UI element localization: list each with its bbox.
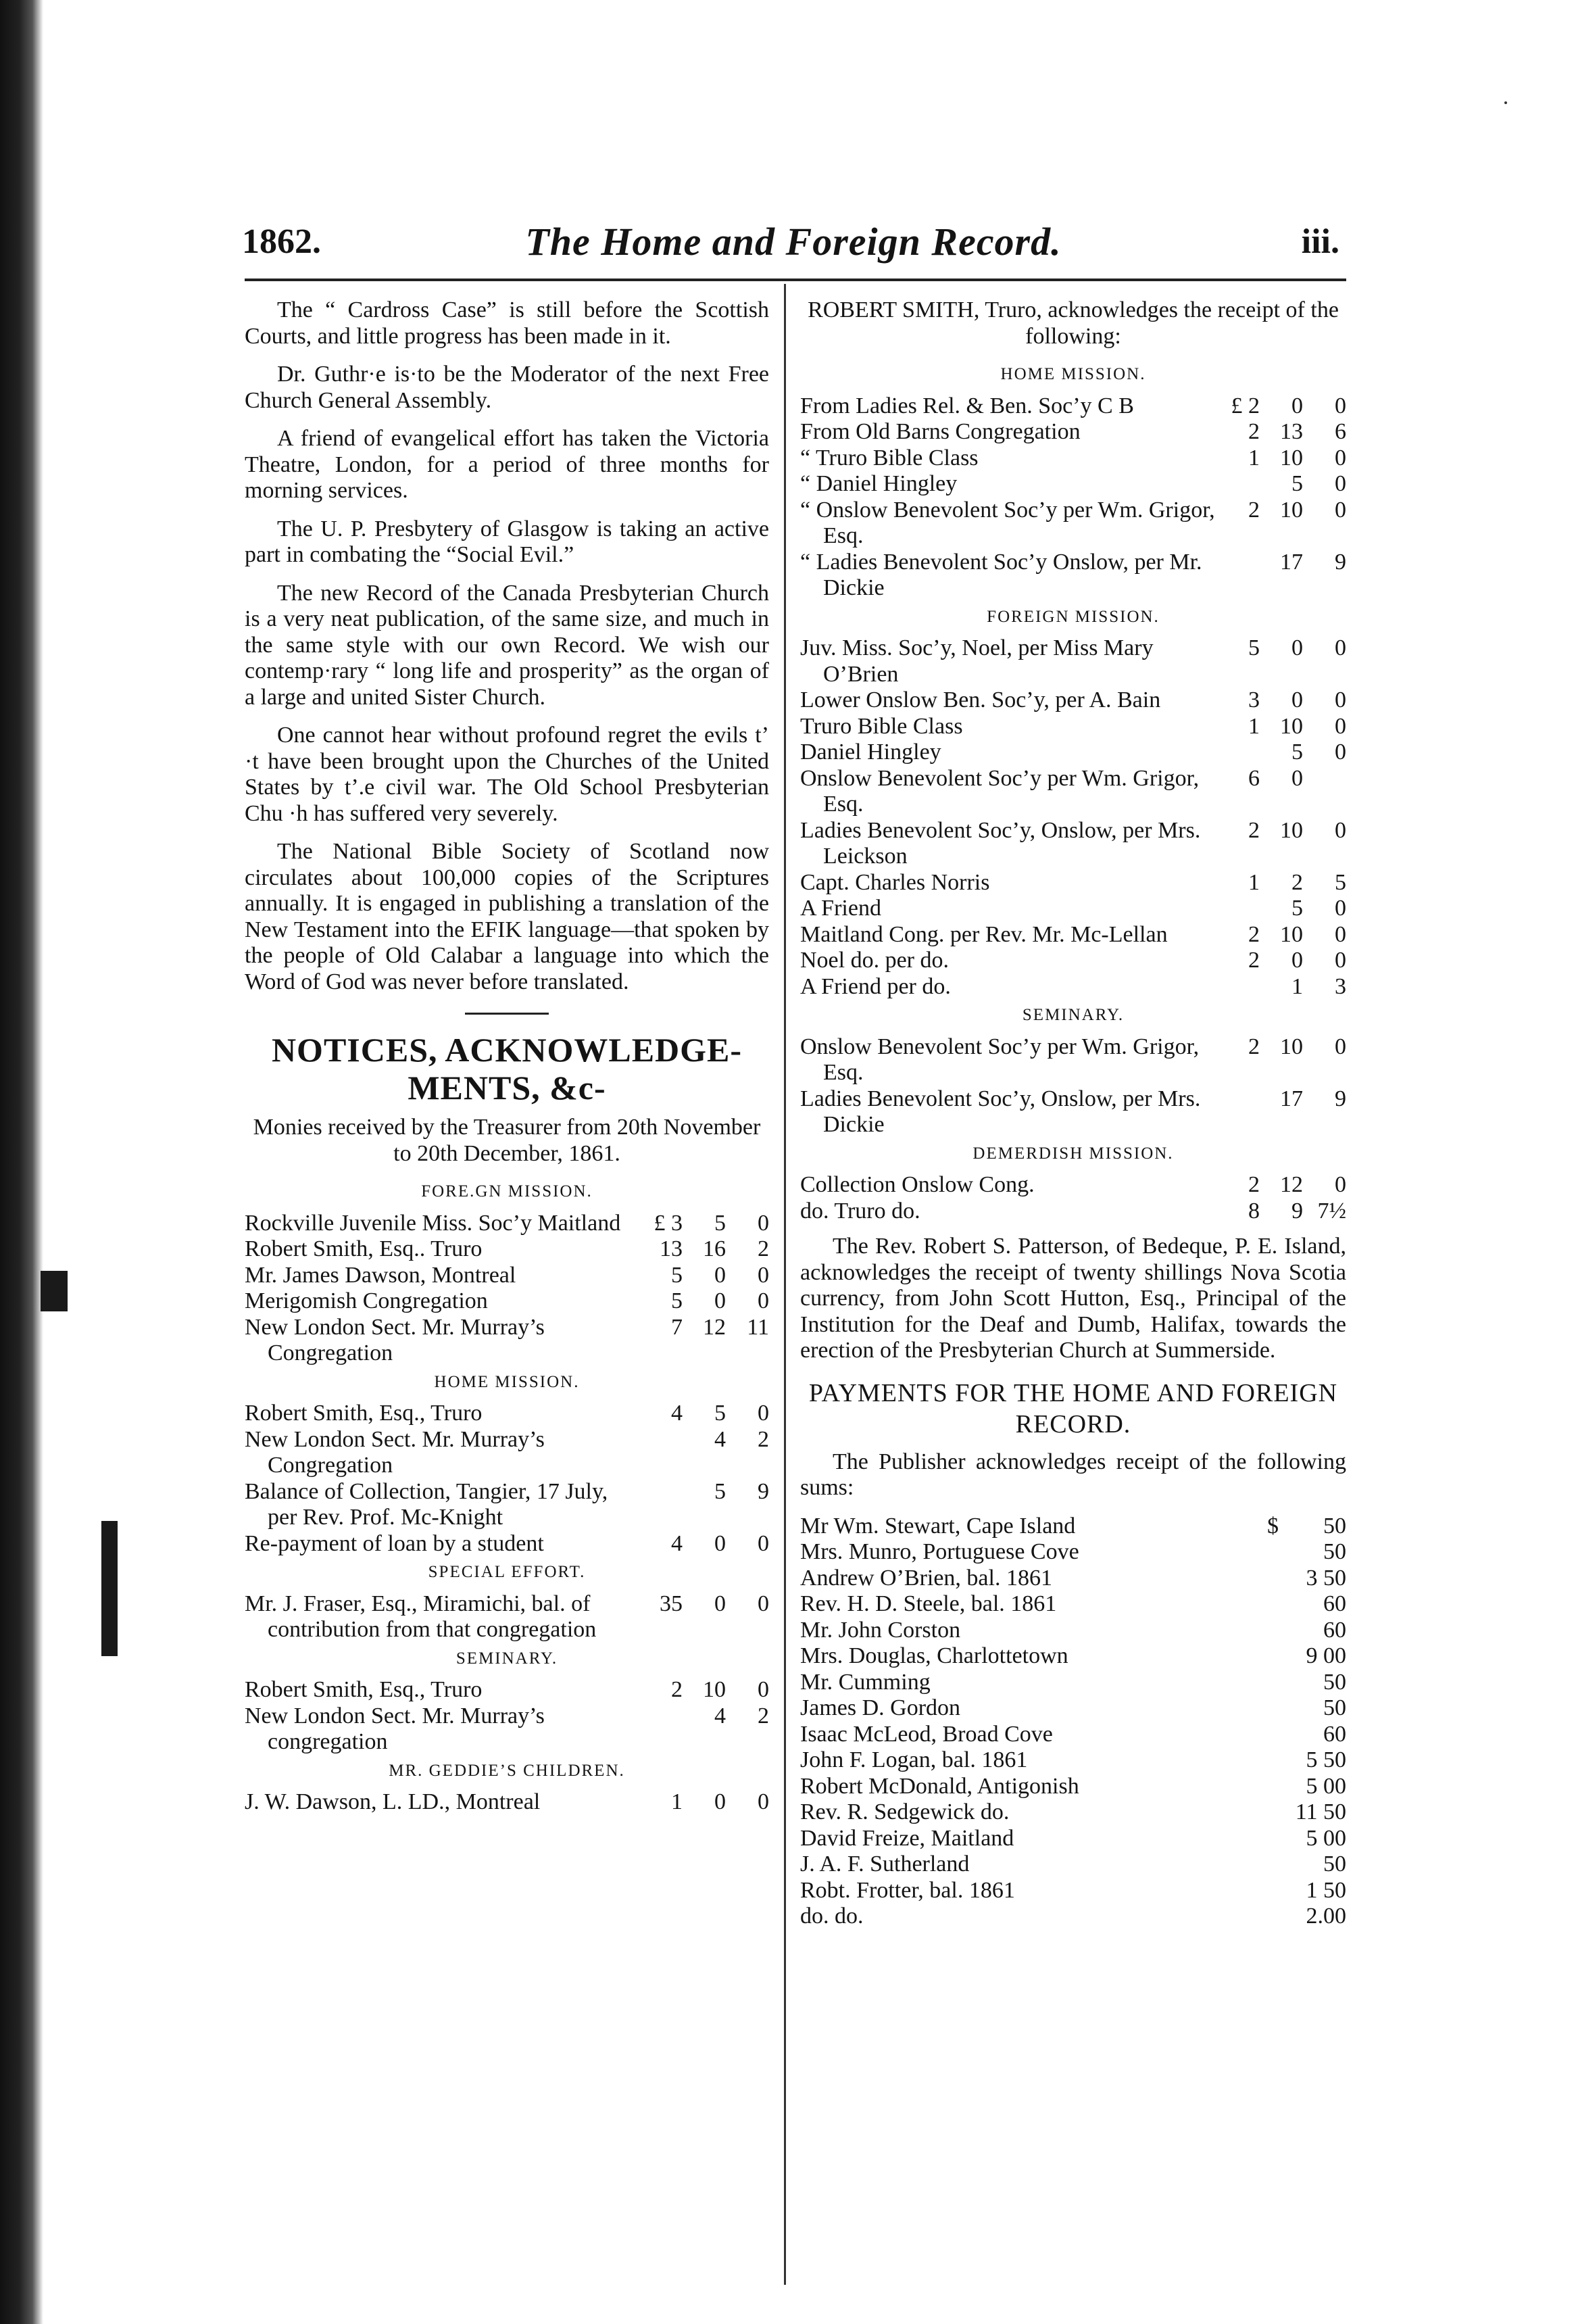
ledger-pence: 0 bbox=[758, 1288, 769, 1313]
ledger-row bbox=[800, 870, 1346, 896]
payment-name: David Freize, Maitland bbox=[800, 1825, 1014, 1851]
ledger-shillings: 10 bbox=[703, 1677, 726, 1702]
ledger-donor: Onslow Benevolent Soc’y per Wm. Grigor, Esq. bbox=[800, 1034, 1200, 1085]
ledger-pounds: 5 bbox=[1248, 635, 1260, 660]
ledger-shillings: 10 bbox=[1280, 445, 1303, 470]
ledger-donor: J. W. Dawson, L. LD., Montreal bbox=[245, 1789, 541, 1814]
payment-amount: 3 50 bbox=[1306, 1565, 1346, 1591]
ledger-pence: 0 bbox=[758, 1530, 769, 1556]
ledger-row bbox=[800, 1172, 1346, 1199]
header-page-number: iii. bbox=[1301, 222, 1339, 261]
ledger-pence: 5 bbox=[1335, 869, 1346, 895]
payment-amount: 60 bbox=[1323, 1617, 1346, 1643]
payment-amount: 5 00 bbox=[1306, 1773, 1346, 1799]
ledger-shillings: 5 bbox=[1291, 740, 1303, 765]
payment-row bbox=[800, 1514, 1346, 1540]
payment-name: Isaac McLeod, Broad Cove bbox=[800, 1721, 1053, 1747]
notices-heading: NOTICES, ACKNOWLEDGE-MENTS, &c- bbox=[271, 1031, 743, 1107]
ledger-pounds bbox=[1216, 974, 1260, 1000]
ledger-pounds: 13 bbox=[660, 1236, 683, 1261]
payment-currency bbox=[1222, 1618, 1279, 1644]
payment-currency bbox=[1222, 1643, 1279, 1670]
payment-amount: 1 50 bbox=[1306, 1877, 1346, 1903]
payment-name: J. A. F. Sutherland bbox=[800, 1851, 970, 1877]
ledger-pence: 0 bbox=[1335, 471, 1346, 496]
ledger-donor: Rockville Juvenile Miss. Soc’y Maitland bbox=[245, 1210, 621, 1236]
column-divider bbox=[784, 284, 786, 2285]
payment-name: do. do. bbox=[800, 1904, 864, 1929]
ledger-shillings: 2 bbox=[1291, 869, 1303, 895]
ledger-row bbox=[800, 766, 1346, 818]
ledger-donor: Ladies Benevolent Soc’y, Onslow, per Mrs. Dickie bbox=[800, 1086, 1201, 1137]
ledger-row bbox=[800, 471, 1346, 498]
ledger-pounds: 3 bbox=[1248, 687, 1260, 712]
ledger-pence: 9 bbox=[758, 1478, 769, 1504]
payment-name: Robert McDonald, Antigonish bbox=[800, 1773, 1079, 1799]
ledger-pounds: £ 3 bbox=[654, 1210, 683, 1236]
ledger-row bbox=[800, 1086, 1346, 1138]
ledger-donor: do. Truro do. bbox=[800, 1198, 920, 1224]
ledger-row bbox=[245, 1211, 769, 1237]
payment-row bbox=[800, 1539, 1346, 1566]
payment-currency: $ bbox=[1267, 1513, 1279, 1539]
ledger-pence: 0 bbox=[1335, 817, 1346, 843]
ledger-pounds: 1 bbox=[1248, 713, 1260, 739]
ledger-row bbox=[245, 1531, 769, 1557]
ledger-pounds: 4 bbox=[671, 1401, 683, 1426]
ledger-pounds: 2 bbox=[1248, 497, 1260, 523]
payment-currency bbox=[1222, 1878, 1279, 1904]
ledger-pounds: 35 bbox=[660, 1591, 683, 1616]
section-heading: HOME MISSION. bbox=[434, 1372, 580, 1391]
ledger-shillings: 0 bbox=[1291, 765, 1303, 791]
payment-currency bbox=[1222, 1799, 1279, 1826]
ledger-row bbox=[245, 1401, 769, 1427]
ledger-pounds bbox=[1216, 471, 1260, 498]
payment-row bbox=[800, 1774, 1346, 1800]
ledger-pounds: £ 2 bbox=[1231, 393, 1260, 418]
news-paragraph: The U. P. Presbytery of Glasgow is taking an active part in combating the “Social Evil.” bbox=[245, 516, 769, 567]
ledger-pence: 2 bbox=[758, 1426, 769, 1452]
payment-amount: 2.00 bbox=[1306, 1904, 1346, 1929]
ledger-pounds bbox=[639, 1703, 683, 1756]
ledger-donor: Capt. Charles Norris bbox=[800, 869, 990, 895]
ledger-pence: 6 bbox=[1335, 419, 1346, 444]
ledger-row bbox=[800, 498, 1346, 550]
ledger-shillings: 0 bbox=[1291, 393, 1303, 418]
ledger-pence: 0 bbox=[758, 1262, 769, 1288]
ledger-donor: Balance of Collection, Tangier, 17 July, per Rev. Prof. Mc-Knight bbox=[245, 1478, 608, 1530]
ledger-shillings: 10 bbox=[1280, 817, 1303, 843]
payment-row bbox=[800, 1747, 1346, 1774]
payment-amount: 5 50 bbox=[1306, 1747, 1346, 1772]
smith-intro: ROBERT SMITH, Truro, acknowledges the receipt of the following: bbox=[808, 297, 1339, 349]
ledger-row bbox=[245, 1677, 769, 1703]
ledger-shillings: 10 bbox=[1280, 1034, 1303, 1059]
ledger-shillings: 9 bbox=[1291, 1198, 1303, 1224]
ledger-row bbox=[245, 1236, 769, 1263]
payment-row bbox=[800, 1643, 1346, 1670]
ledger-shillings: 13 bbox=[1280, 419, 1303, 444]
ledger-donor: Robert Smith, Esq., Truro bbox=[245, 1677, 483, 1702]
ledger-row bbox=[800, 687, 1346, 714]
ledger-donor: Robert Smith, Esq.. Truro bbox=[245, 1236, 483, 1261]
ledger-donor: New London Sect. Mr. Murray’s Congregation bbox=[245, 1314, 545, 1365]
ledger-pence: 0 bbox=[1335, 713, 1346, 739]
ledger-row bbox=[800, 393, 1346, 420]
ledger-donor: New London Sect. Mr. Murray’s congregation bbox=[245, 1703, 545, 1754]
ledger-row bbox=[245, 1263, 769, 1289]
ledger-pence: 0 bbox=[758, 1401, 769, 1426]
payment-name: Mr. John Corston bbox=[800, 1617, 961, 1643]
section-heading: MR. GEDDIE’S CHILDREN. bbox=[389, 1761, 625, 1780]
ledger-shillings: 12 bbox=[1280, 1172, 1303, 1197]
ledger-donor: A Friend per do. bbox=[800, 973, 951, 999]
ledger-pounds: 8 bbox=[1248, 1198, 1260, 1224]
news-paragraph: The new Record of the Canada Presbyterian Church is a very neat publication, of the same size, and much in the same style with our own Record. We wish our contemp·rary “ long life and prosperity” as the organ of a large and united Sister Church. bbox=[245, 580, 769, 710]
ledger-donor: Maitland Cong. per Rev. Mr. Mc-Lellan bbox=[800, 921, 1168, 947]
ledger-pounds: 5 bbox=[671, 1262, 683, 1288]
ledger-pence: 9 bbox=[1335, 1086, 1346, 1111]
payment-currency bbox=[1222, 1722, 1279, 1748]
ledger-pounds bbox=[639, 1427, 683, 1479]
payment-row bbox=[800, 1670, 1346, 1696]
ledger-donor: Re-payment of loan by a student bbox=[245, 1530, 544, 1556]
ledger-shillings: 17 bbox=[1280, 1086, 1303, 1111]
payment-amount: 50 bbox=[1323, 1851, 1346, 1877]
ledger-pounds: 5 bbox=[671, 1288, 683, 1313]
payment-amount: 9 00 bbox=[1306, 1643, 1346, 1668]
payment-amount: 50 bbox=[1323, 1513, 1346, 1539]
ledger-donor: Robert Smith, Esq., Truro bbox=[245, 1401, 483, 1426]
payment-row bbox=[800, 1695, 1346, 1722]
patterson-paragraph: The Rev. Robert S. Patterson, of Bedeque, P. E. Island, acknowledges the receipt of twenty shillings Nova Scotia currency, from John Scott Hutton, Esq., Principal of the Institution for the Deaf and Dumb, Halifax, towards the erection of the Presbyterian Church at Summerside. bbox=[800, 1234, 1346, 1363]
ledger-shillings: 12 bbox=[703, 1314, 726, 1340]
spine-shadow bbox=[101, 1521, 118, 1656]
ledger-donor: “ Ladies Benevolent Soc’y Onslow, per Mr. Dickie bbox=[800, 549, 1202, 600]
ledger-row bbox=[245, 1427, 769, 1479]
ledger-donor: Juv. Miss. Soc’y, Noel, per Miss Mary O’Brien bbox=[800, 635, 1154, 687]
ledger-row bbox=[800, 1034, 1346, 1086]
ledger-donor: “ Truro Bible Class bbox=[800, 445, 979, 470]
ledger-pence: 0 bbox=[1335, 497, 1346, 523]
payment-currency bbox=[1222, 1591, 1279, 1618]
ledger-row bbox=[245, 1479, 769, 1531]
ledger-pounds: 2 bbox=[1248, 921, 1260, 947]
ledger-shillings: 0 bbox=[714, 1789, 726, 1814]
ledger-pence: 0 bbox=[1335, 948, 1346, 973]
ledger-shillings: 1 bbox=[1291, 973, 1303, 999]
ledger-pence: 0 bbox=[1335, 393, 1346, 418]
section-heading: HOME MISSION. bbox=[1000, 365, 1146, 383]
payment-name: Robt. Frotter, bal. 1861 bbox=[800, 1877, 1015, 1903]
ledger-donor: Daniel Hingley bbox=[800, 740, 941, 765]
ledger-pounds: 2 bbox=[1248, 1034, 1260, 1059]
ledger-donor: A Friend bbox=[800, 896, 881, 921]
ledger-donor: Ladies Benevolent Soc’y, Onslow, per Mrs. Leickson bbox=[800, 817, 1201, 869]
header-rule bbox=[245, 279, 1346, 281]
ledger-shillings: 5 bbox=[1291, 471, 1303, 496]
ledger-row bbox=[245, 1591, 769, 1643]
section-heading: FOREIGN MISSION. bbox=[987, 607, 1160, 626]
ledger-shillings: 0 bbox=[1291, 687, 1303, 712]
ledger-shillings: 5 bbox=[714, 1401, 726, 1426]
ledger-donor: Mr. James Dawson, Montreal bbox=[245, 1262, 516, 1288]
ledger-row bbox=[800, 740, 1346, 766]
ledger-shillings: 5 bbox=[714, 1478, 726, 1504]
ledger-shillings: 0 bbox=[714, 1530, 726, 1556]
ledger-pounds: 2 bbox=[1248, 419, 1260, 444]
speck bbox=[1504, 101, 1507, 104]
payment-amount: 50 bbox=[1323, 1539, 1346, 1564]
ledger-pence: 0 bbox=[1335, 921, 1346, 947]
payment-row bbox=[800, 1722, 1346, 1748]
news-paragraph: One cannot hear without profound regret the evils t’ ·t have been brought upon the Churches of the United States by t’.e civil war. The Old School Presbyterian Chu ·h has suffered very severely. bbox=[245, 723, 769, 826]
ledger-donor: “ Onslow Benevolent Soc’y per Wm. Grigor, Esq. bbox=[800, 497, 1215, 548]
ledger-pounds: 7 bbox=[671, 1314, 683, 1340]
ledger-pence: 2 bbox=[758, 1703, 769, 1728]
ledger-shillings: 10 bbox=[1280, 497, 1303, 523]
section-heading: SPECIAL EFFORT. bbox=[428, 1563, 586, 1581]
payment-name: James D. Gordon bbox=[800, 1695, 961, 1720]
ledger-pence: 0 bbox=[1335, 896, 1346, 921]
ledger-row bbox=[245, 1315, 769, 1367]
ledger-pence: 2 bbox=[758, 1236, 769, 1261]
ledger-pence: 0 bbox=[1335, 687, 1346, 712]
payment-row bbox=[800, 1826, 1346, 1852]
payment-amount: 5 00 bbox=[1306, 1825, 1346, 1851]
ledger-row bbox=[800, 896, 1346, 922]
ledger-donor: Noel do. per do. bbox=[800, 948, 950, 973]
section-divider bbox=[465, 1013, 549, 1015]
news-paragraph: A friend of evangelical effort has taken the Victoria Theatre, London, for a period of three months for morning services. bbox=[245, 426, 769, 503]
ledger-row bbox=[800, 445, 1346, 472]
news-paragraph: The “ Cardross Case” is still before the Scottish Courts, and little progress has been made in it. bbox=[245, 297, 769, 349]
ledger-pence: 0 bbox=[758, 1789, 769, 1814]
ledger-shillings: 4 bbox=[714, 1426, 726, 1452]
payment-name: John F. Logan, bal. 1861 bbox=[800, 1747, 1028, 1772]
payment-name: Andrew O’Brien, bal. 1861 bbox=[800, 1565, 1052, 1591]
ledger-row bbox=[800, 419, 1346, 445]
ledger-row bbox=[800, 1199, 1346, 1225]
payment-name: Rev. R. Sedgewick do. bbox=[800, 1799, 1010, 1824]
payment-amount: 50 bbox=[1323, 1695, 1346, 1720]
ledger-pence: 0 bbox=[758, 1210, 769, 1236]
news-paragraph: The National Bible Society of Scotland now circulates about 100,000 copies of the Scriptures annually. It is engaged in publishing a translation of the New Testament into the EFIK language—that spoken by the people of Old Calabar a language into which the Word of God was never before translated. bbox=[245, 839, 769, 994]
ledger-pence: 0 bbox=[758, 1677, 769, 1702]
ledger-shillings: 5 bbox=[714, 1210, 726, 1236]
payment-row bbox=[800, 1878, 1346, 1904]
header-year: 1862. bbox=[242, 222, 321, 261]
payment-row bbox=[800, 1618, 1346, 1644]
ledger-pounds: 4 bbox=[671, 1530, 683, 1556]
ledger-donor: New London Sect. Mr. Murray’s Congregation bbox=[245, 1426, 545, 1478]
header-title: The Home and Foreign Record. bbox=[525, 220, 1062, 264]
right-column bbox=[800, 297, 1346, 1930]
ledger-pounds: 2 bbox=[671, 1677, 683, 1702]
ledger-donor: Collection Onslow Cong. bbox=[800, 1172, 1035, 1197]
ledger-pence: 0 bbox=[1335, 740, 1346, 765]
ledger-row bbox=[245, 1789, 769, 1816]
ledger-row bbox=[245, 1703, 769, 1756]
ledger-pounds bbox=[1216, 740, 1260, 766]
ledger-shillings: 0 bbox=[1291, 948, 1303, 973]
payment-currency bbox=[1222, 1695, 1279, 1722]
left-accounts bbox=[245, 1179, 769, 1816]
news-paragraph: Dr. Guthr·e is·to be the Moderator of the next Free Church General Assembly. bbox=[245, 362, 769, 413]
payment-currency bbox=[1222, 1670, 1279, 1696]
ledger-shillings: 4 bbox=[714, 1703, 726, 1728]
payment-name: Rev. H. D. Steele, bal. 1861 bbox=[800, 1591, 1057, 1616]
ledger-pence bbox=[1303, 766, 1346, 818]
ledger-pounds: 1 bbox=[1248, 445, 1260, 470]
payment-amount: 60 bbox=[1323, 1721, 1346, 1747]
ledger-pence: 0 bbox=[758, 1591, 769, 1616]
ledger-donor: From Old Barns Congregation bbox=[800, 419, 1081, 444]
ledger-pence: 0 bbox=[1335, 1034, 1346, 1059]
ledger-pounds: 1 bbox=[671, 1789, 683, 1814]
ledger-shillings: 16 bbox=[703, 1236, 726, 1261]
payment-amount: 50 bbox=[1323, 1669, 1346, 1695]
ledger-pounds bbox=[1216, 550, 1260, 602]
payment-name: Mr. Cumming bbox=[800, 1669, 931, 1695]
section-heading: DEMERDISH MISSION. bbox=[972, 1144, 1174, 1163]
payment-name: Mrs. Munro, Portuguese Cove bbox=[800, 1539, 1079, 1564]
left-column bbox=[245, 297, 769, 1816]
section-heading: SEMINARY. bbox=[1022, 1006, 1125, 1024]
ledger-row bbox=[800, 922, 1346, 948]
ledger-donor: Merigomish Congregation bbox=[245, 1288, 488, 1313]
ledger-shillings: 17 bbox=[1280, 549, 1303, 575]
payment-row bbox=[800, 1851, 1346, 1878]
payments-heading: PAYMENTS FOR THE HOME AND FOREIGN RECORD. bbox=[808, 1378, 1338, 1438]
spine-shadow bbox=[41, 1271, 68, 1311]
payment-row bbox=[800, 1904, 1346, 1930]
payments-intro: The Publisher acknowledges receipt of the following sums: bbox=[800, 1449, 1346, 1500]
ledger-donor: Mr. J. Fraser, Esq., Miramichi, bal. of contribution from that congregation bbox=[245, 1591, 597, 1642]
ledger-shillings: 10 bbox=[1280, 713, 1303, 739]
ledger-donor: Onslow Benevolent Soc’y per Wm. Grigor, Esq. bbox=[800, 765, 1200, 817]
notices-intro: Monies received by the Treasurer from 20th November to 20th December, 1861. bbox=[253, 1115, 761, 1166]
ledger-row bbox=[800, 948, 1346, 974]
ledger-row bbox=[800, 550, 1346, 602]
payment-amount: 11 50 bbox=[1295, 1799, 1346, 1824]
ledger-shillings: 5 bbox=[1291, 896, 1303, 921]
ledger-pounds: 2 bbox=[1248, 1172, 1260, 1197]
ledger-row bbox=[800, 974, 1346, 1000]
ledger-pounds: 2 bbox=[1248, 948, 1260, 973]
right-accounts bbox=[800, 362, 1346, 1224]
ledger-pence: 9 bbox=[1335, 549, 1346, 575]
book-spine-edge bbox=[0, 0, 43, 2324]
ledger-row bbox=[800, 714, 1346, 740]
ledger-shillings: 0 bbox=[714, 1591, 726, 1616]
payment-row bbox=[800, 1799, 1346, 1826]
payment-currency bbox=[1222, 1566, 1279, 1592]
payment-currency bbox=[1222, 1539, 1279, 1566]
ledger-shillings: 0 bbox=[714, 1262, 726, 1288]
ledger-row bbox=[800, 818, 1346, 870]
ledger-donor: From Ladies Rel. & Ben. Soc’y C B bbox=[800, 393, 1134, 418]
payment-currency bbox=[1222, 1904, 1279, 1930]
ledger-pence: 3 bbox=[1335, 973, 1346, 999]
ledger-donor: Truro Bible Class bbox=[800, 713, 963, 739]
ledger-row bbox=[245, 1288, 769, 1315]
ledger-pence: 0 bbox=[1335, 635, 1346, 660]
payment-row bbox=[800, 1566, 1346, 1592]
ledger-shillings: 10 bbox=[1280, 921, 1303, 947]
ledger-pounds bbox=[639, 1479, 683, 1531]
ledger-donor: Lower Onslow Ben. Soc’y, per A. Bain bbox=[800, 687, 1161, 712]
ledger-pounds: 6 bbox=[1248, 765, 1260, 791]
section-heading: SEMINARY. bbox=[455, 1649, 558, 1668]
payment-name: Mrs. Douglas, Charlottetown bbox=[800, 1643, 1068, 1668]
payment-row bbox=[800, 1591, 1346, 1618]
ledger-pence: 0 bbox=[1335, 1172, 1346, 1197]
payment-currency bbox=[1222, 1747, 1279, 1774]
ledger-pounds bbox=[1216, 1086, 1260, 1138]
ledger-pence: 7½ bbox=[1317, 1198, 1346, 1224]
ledger-pounds: 2 bbox=[1248, 817, 1260, 843]
section-heading: FORE.GN MISSION. bbox=[421, 1182, 593, 1201]
payments-list bbox=[800, 1514, 1346, 1930]
payment-name: Mr Wm. Stewart, Cape Island bbox=[800, 1513, 1076, 1539]
page-header bbox=[242, 215, 1345, 269]
ledger-pounds: 1 bbox=[1248, 869, 1260, 895]
payment-currency bbox=[1222, 1774, 1279, 1800]
payment-currency bbox=[1222, 1851, 1279, 1878]
ledger-donor: “ Daniel Hingley bbox=[800, 471, 958, 496]
left-paragraphs bbox=[245, 297, 769, 995]
ledger-shillings: 0 bbox=[1291, 635, 1303, 660]
ledger-pence: 11 bbox=[747, 1314, 769, 1340]
ledger-shillings: 0 bbox=[714, 1288, 726, 1313]
ledger-pence: 0 bbox=[1335, 445, 1346, 470]
payment-amount: 60 bbox=[1323, 1591, 1346, 1616]
ledger-pounds bbox=[1216, 896, 1260, 922]
payment-currency bbox=[1222, 1826, 1279, 1852]
ledger-row bbox=[800, 635, 1346, 687]
